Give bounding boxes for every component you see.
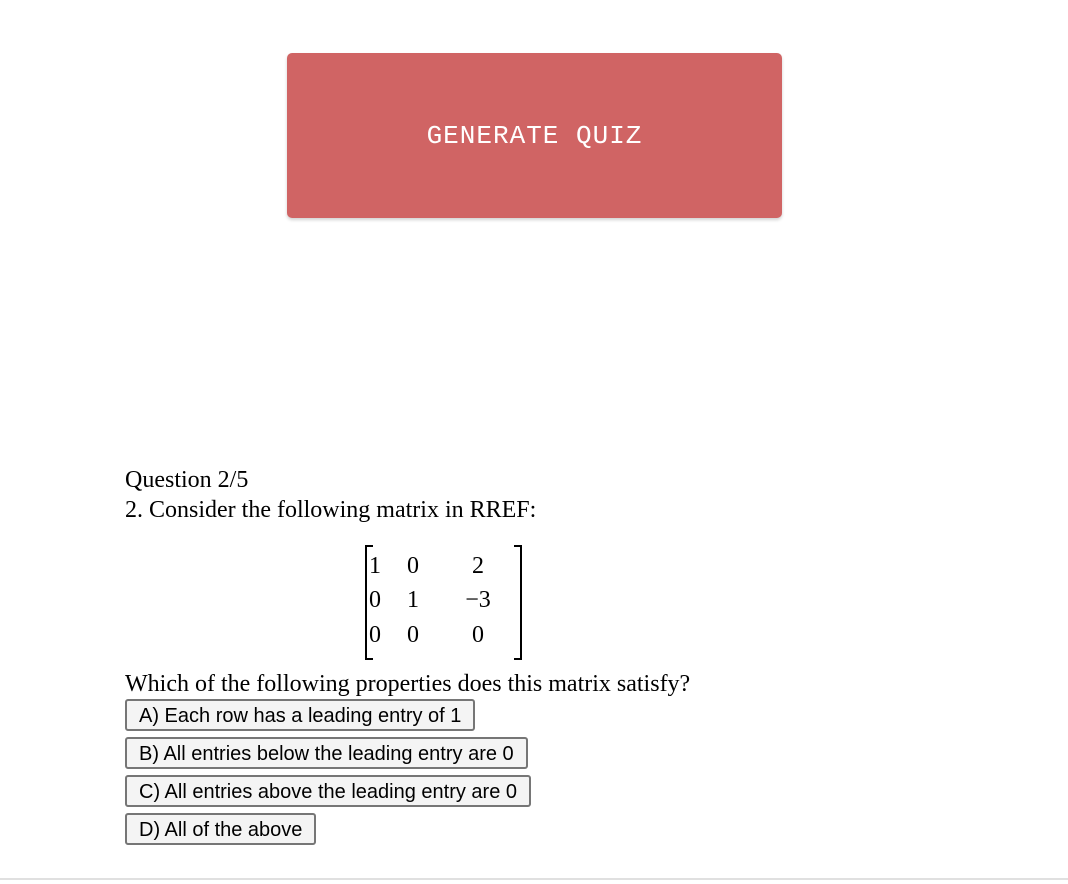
matrix-cell: 0 [369,622,381,648]
matrix-cell: 0 [407,553,419,579]
question-counter: Question 2/5 [125,467,249,493]
matrix-cell: 1 [369,553,381,579]
question-prompt: Which of the following properties does this matrix satisfy? [125,671,691,697]
generate-quiz-button[interactable]: GENERATE QUIZ [287,53,782,218]
matrix-cell: 0 [472,622,484,648]
question-text: 2. Consider the following matrix in RREF: [125,497,537,523]
matrix-cell: 0 [369,587,381,613]
matrix-cell: −3 [465,587,491,613]
matrix-cell: 0 [407,622,419,648]
option-d-button[interactable]: D) All of the above [125,813,316,845]
bottom-divider [0,878,1068,880]
option-c-button[interactable]: C) All entries above the leading entry are 0 [125,775,531,807]
matrix-right-bracket [514,545,522,660]
option-a-button[interactable]: A) Each row has a leading entry of 1 [125,699,475,731]
matrix-cell: 1 [407,587,419,613]
matrix [365,545,522,660]
matrix-cell: 2 [472,553,484,579]
option-b-button[interactable]: B) All entries below the leading entry are 0 [125,737,528,769]
question-block [125,465,1025,851]
